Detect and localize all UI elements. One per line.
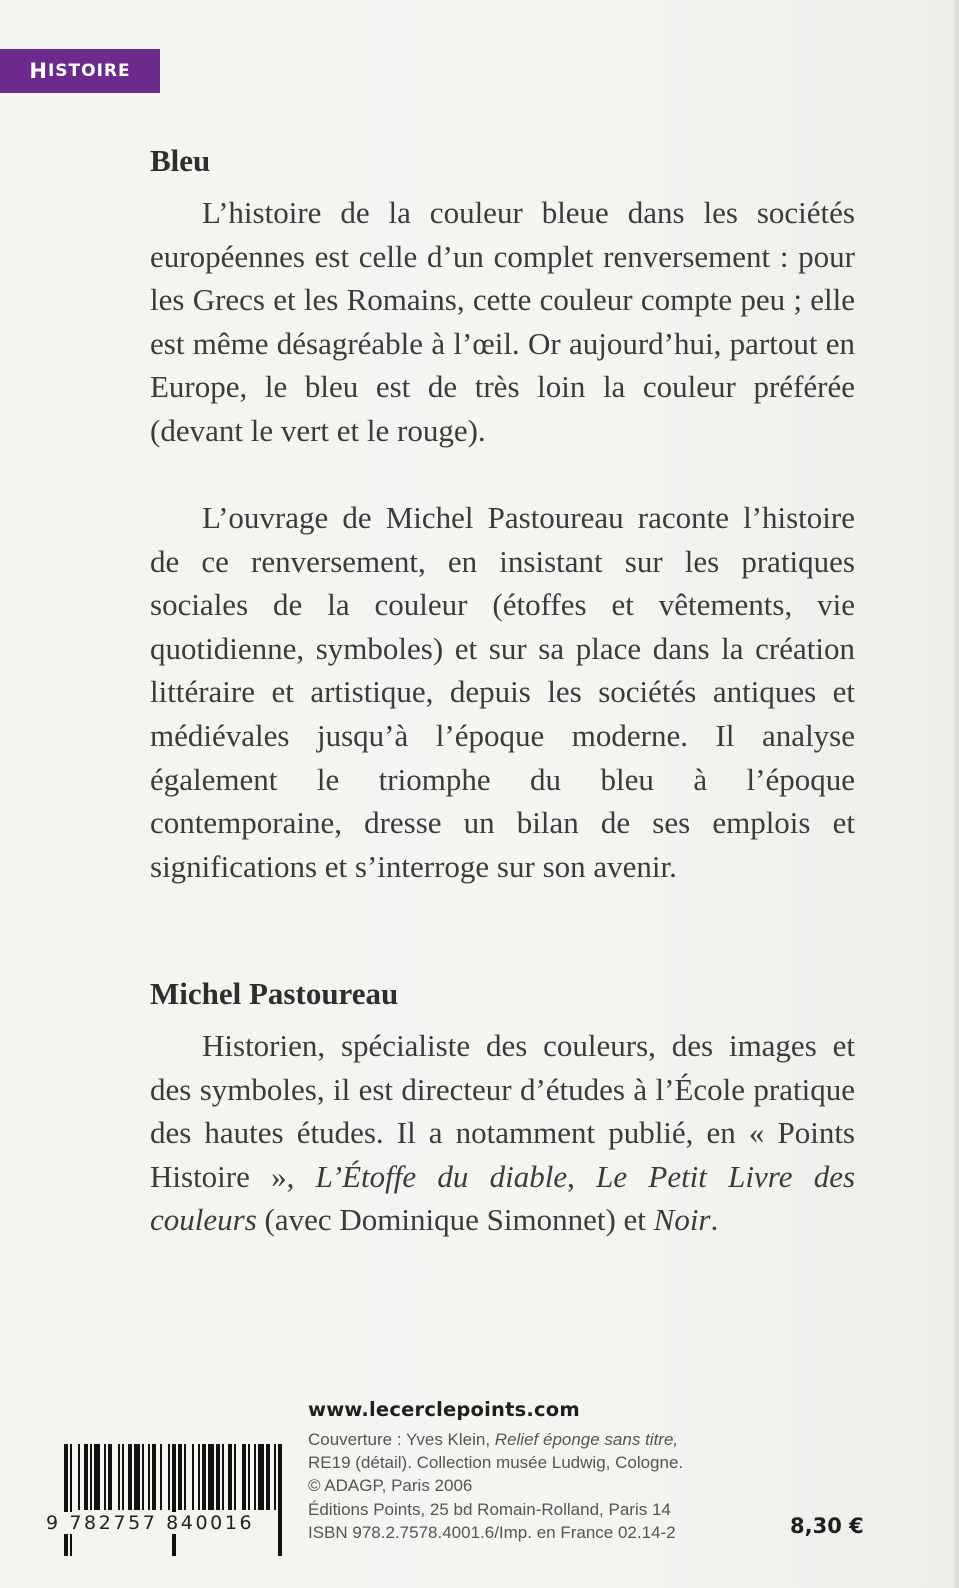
author-bio-work-1: L’Étoffe du diable <box>315 1158 568 1194</box>
barcode-bar <box>248 1444 250 1510</box>
author-bio-work-3: Noir <box>653 1202 711 1238</box>
barcode-bar <box>122 1444 124 1510</box>
cover-credit-line-1 <box>308 1428 748 1451</box>
barcode-bar <box>216 1444 220 1510</box>
barcode-bar <box>148 1444 150 1510</box>
author-bio <box>150 1024 855 1242</box>
publisher-address: Éditions Points, 25 bd Romain-Rolland, Paris 14 <box>308 1499 671 1519</box>
category-tag-initial: H <box>29 59 48 83</box>
barcode-bar <box>90 1444 92 1510</box>
book-description-1: L’histoire de la couleur bleue dans les sociétés européennes est celle d’un complet renversement : pour les Grecs et les Romains, cette couleur compte peu ; elle est même désagréable à l’œil. Or aujourd’hui, partout en Europe, le bleu est de très loin la couleur préférée (devant le vert et le rouge). <box>150 195 855 448</box>
barcode-bar <box>168 1444 170 1510</box>
cover-credits <box>308 1428 748 1544</box>
barcode-bar <box>258 1444 264 1510</box>
barcode-bar <box>94 1444 100 1510</box>
barcode-bar <box>152 1444 156 1510</box>
author-bio-mid: (avec Dominique Simonnet) et <box>264 1202 646 1238</box>
barcode-bar <box>134 1444 140 1510</box>
book-description-2: L’ouvrage de Michel Pastoureau raconte l’histoire de ce renversement, en insistant sur les pratiques sociales de la couleur (étoffes et vêtements, vie quotidienne, symboles) et sur sa place dans la création littéraire et artistique, depuis les sociétés antiques et médiévales jusqu’à l’époque moderne. Il analyse également le triomphe du bleu à l’époque contemporaine, dresse un bilan de ses emplois et significations et s’interroge sur son avenir. <box>150 500 855 884</box>
barcode-bar <box>242 1444 246 1510</box>
barcode-bar <box>234 1444 236 1510</box>
author-name: Michel Pastoureau <box>150 976 399 1011</box>
barcode-bar <box>274 1444 276 1510</box>
barcode-bar <box>222 1444 224 1510</box>
barcode-bar <box>84 1444 88 1510</box>
barcode-bar <box>142 1444 144 1510</box>
barcode-bar <box>278 1444 282 1556</box>
barcode-bar <box>178 1444 182 1510</box>
barcode-bar <box>118 1444 120 1510</box>
barcode-bar <box>128 1444 132 1510</box>
barcode-bar <box>228 1444 232 1510</box>
barcode-bar <box>208 1444 214 1510</box>
book-title: Bleu <box>150 143 211 178</box>
barcode-graphic <box>44 1440 290 1558</box>
publisher-website-link[interactable]: www.lecerclepoints.com <box>308 1398 580 1421</box>
barcode-bar <box>192 1444 194 1510</box>
barcode-bar <box>78 1444 80 1510</box>
barcode-bar <box>198 1444 200 1510</box>
category-tag <box>0 49 160 93</box>
cover-edge <box>953 0 959 1588</box>
cover-credit-work: Relief éponge sans titre, <box>494 1430 679 1449</box>
barcode-bar <box>172 1444 176 1556</box>
barcode-bar <box>254 1444 256 1510</box>
barcode-bar <box>108 1444 112 1510</box>
author-bio-end: . <box>710 1202 719 1238</box>
price-label: 8,30 € <box>790 1514 864 1538</box>
isbn-line: ISBN 978.2.7578.4001.6/Imp. en France 02.14-2 <box>308 1522 676 1542</box>
barcode-bar <box>160 1444 162 1510</box>
author-bio-sep: , <box>567 1158 575 1194</box>
barcode-number: 9 782757 840016 <box>46 1512 255 1534</box>
author-bio-intro: Historien, spécialiste des couleurs, des images et des symboles, il est directeur d’études à l’École pratique des hautes études. Il a notamment publié, en « Points Histoire », <box>150 1028 855 1194</box>
cover-credit-label: Couverture : Yves Klein, <box>308 1430 491 1449</box>
barcode-bar <box>70 1444 72 1556</box>
author-bio-work-2: Le Petit Livre des couleurs <box>150 1158 856 1238</box>
barcode-bar <box>64 1444 68 1556</box>
barcode-bar <box>184 1444 186 1510</box>
copyright-line: © ADAGP, Paris 2006 <box>308 1476 473 1496</box>
barcode-bar <box>104 1444 106 1510</box>
barcode-bar <box>266 1444 270 1510</box>
category-tag-rest: ISTOIRE <box>47 61 131 81</box>
cover-credit-detail: RE19 (détail). Collection musée Ludwig, Cologne. <box>308 1453 684 1473</box>
barcode-bar <box>202 1444 206 1510</box>
barcode <box>44 1440 290 1558</box>
